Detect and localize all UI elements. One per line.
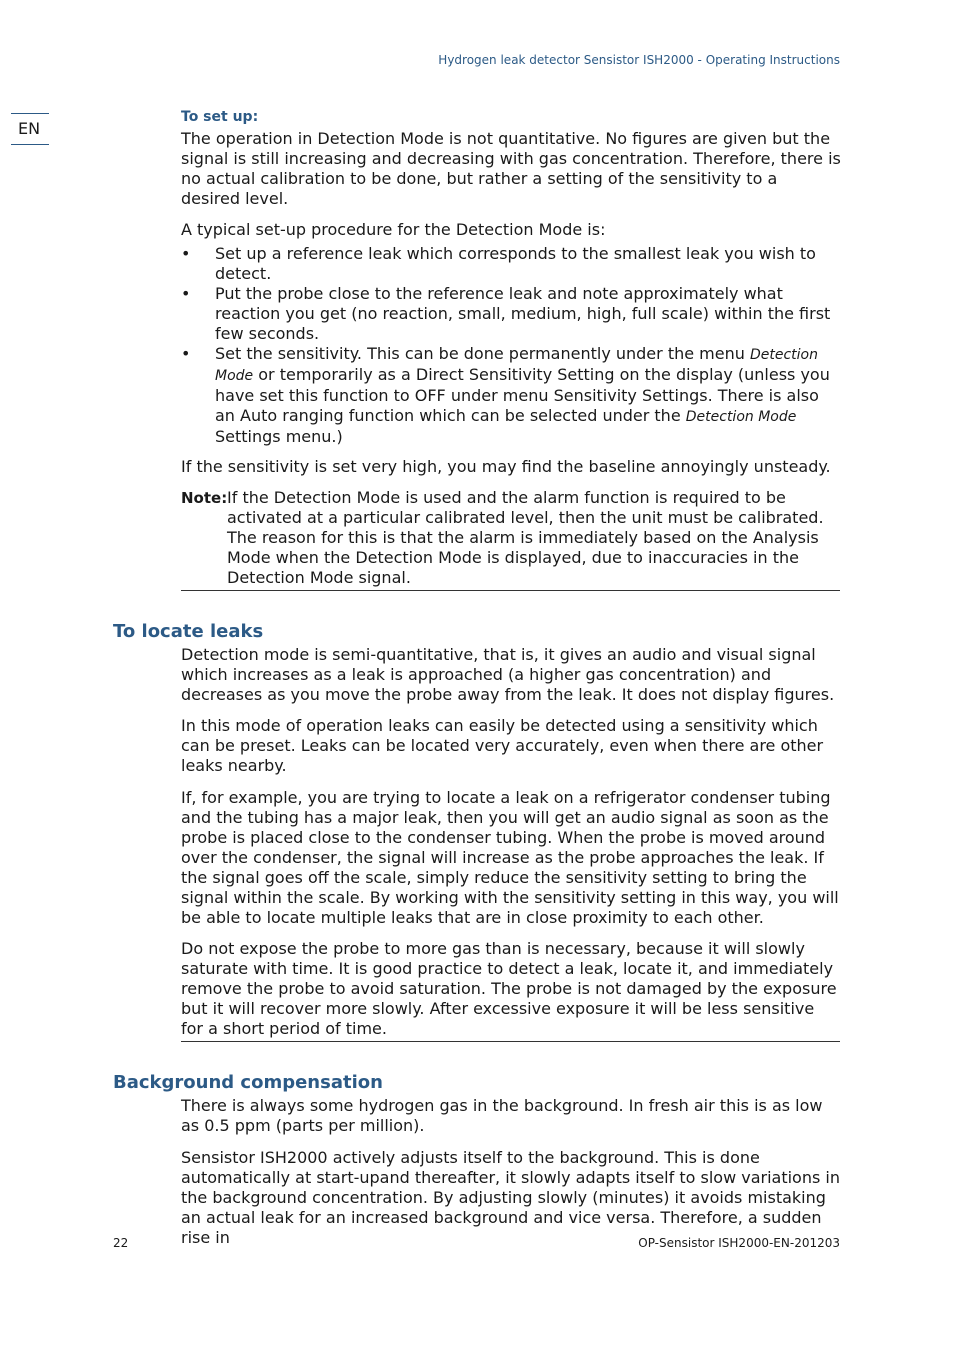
locate-paragraph-1-text: Detection mode is semi-quantitative, that is, it gives an audio and visual signal which increases as a leak is approached (a higher gas concentration) and decreases as you move the probe away from the leak. It does not display figures. [181, 645, 835, 704]
bullet-dot: • [181, 344, 191, 363]
list-item [181, 344, 841, 447]
note-block [181, 488, 841, 588]
language-tab [11, 113, 49, 145]
background-paragraph-1-text: There is always some hydrogen gas in the background. In fresh air this is as low as 0.5 ppm (parts per million). [181, 1096, 823, 1135]
locate-paragraph-3-text: If, for example, you are trying to locate a leak on a refrigerator condenser tubing and the tubing has a major leak, then you will get an audio signal as soon as the probe is placed close to the condenser tubing. When the probe is moved around over the condenser, the signal will increase as the probe approaches the leak. If the signal goes off the scale, simply reduce the sensitivity setting to bring the signal within the scale. By working with the sensitivity setting in this way, you will be able to locate multiple leaks that are in close proximity to each other. [181, 788, 839, 927]
section-divider [181, 1041, 840, 1042]
menu-name-detection-mode: Detection Mode [215, 347, 818, 384]
language-tab-bottom-line [11, 144, 49, 145]
background-paragraph-2 [181, 1148, 841, 1248]
setup-paragraph-3 [181, 457, 841, 477]
locate-paragraph-3 [181, 788, 841, 928]
locate-paragraph-1 [181, 645, 841, 705]
background-paragraph-1 [181, 1096, 841, 1136]
setup-heading: To set up: [181, 109, 259, 125]
background-paragraph-2-text: Sensistor ISH2000 actively adjusts itself to the background. This is done automatically at start-upand thereafter, it slowly adapts itself to slow variations in the background concentration. By adjusting slowly (minutes) it avoids mistaking an actual leak for an increased background and vice versa. Therefore, a sudden rise in [181, 1148, 840, 1247]
language-code: EN [18, 119, 41, 138]
section-divider [181, 590, 840, 591]
locate-paragraph-4-text: Do not expose the probe to more gas than is necessary, because it will slowly saturate with time. It is good practice to detect a leak, locate it, and immediately remove the probe to avoid saturation. The probe is not damaged by the exposure but it will recover more slowly. After excessive exposure it will be less sensitive for a short period of time. [181, 939, 837, 1038]
bullet-text: Put the probe close to the reference leak and note approximately what reaction you get (no reaction, small, medium, high, full scale) within the first few seconds. [215, 284, 831, 343]
bullet3-part-a: Set the sensitivity. This can be done permanently under the menu [215, 344, 750, 363]
note-label: Note: [181, 489, 228, 507]
document-id: OP-Sensistor ISH2000-EN-201203 [638, 1236, 840, 1250]
locate-paragraph-2-text: In this mode of operation leaks can easily be detected using a sensitivity which can be preset. Leaks can be located very accurately, even when there are other leaks nearby. [181, 716, 824, 775]
list-item [181, 244, 841, 284]
locate-paragraph-4 [181, 939, 841, 1039]
list-item [181, 284, 841, 344]
setup-paragraph-2 [181, 220, 841, 240]
page-number: 22 [113, 1236, 129, 1250]
locate-paragraph-2 [181, 716, 841, 776]
section-title-background-compensation: Background compensation [113, 1072, 383, 1093]
bullet3-part-c: or temporarily as a Direct Sensitivity Setting on the display (unless you have set this function to OFF under menu Sensitivity Settings. There is also an Auto ranging function which can be selected under the [215, 365, 830, 425]
setup-paragraph-1-text: The operation in Detection Mode is not quantitative. No figures are given but the signal is still increasing and decreasing with gas concentration. Therefore, there is no actual calibration to be done, but rather a setting of the sensitivity to a desired level. [181, 129, 841, 208]
bullet-text [215, 344, 841, 447]
section-title-locate-leaks: To locate leaks [113, 621, 264, 642]
running-header: Hydrogen leak detector Sensistor ISH2000 - Operating Instructions [438, 53, 840, 67]
setup-paragraph-1 [181, 129, 841, 209]
bullet-dot: • [181, 284, 191, 303]
setup-paragraph-3-text: If the sensitivity is set very high, you may find the baseline annoyingly unsteady. [181, 457, 831, 476]
setup-bullet-list [181, 244, 841, 447]
setup-paragraph-2-text: A typical set-up procedure for the Detection Mode is: [181, 220, 606, 239]
note-text: If the Detection Mode is used and the alarm function is required to be activated at a particular calibrated level, then the unit must be calibrated. The reason for this is that the alarm is immediately based on the Analysis Mode when the Detection Mode is displayed, due to inaccuracies in the Detection Mode signal. [227, 488, 824, 587]
bullet-text: Set up a reference leak which corresponds to the smallest leak you wish to detect. [215, 244, 816, 283]
bullet3-part-e: Settings menu.) [215, 427, 343, 446]
menu-name-detection-mode: Detection Mode [685, 409, 797, 425]
bullet-dot: • [181, 244, 191, 263]
